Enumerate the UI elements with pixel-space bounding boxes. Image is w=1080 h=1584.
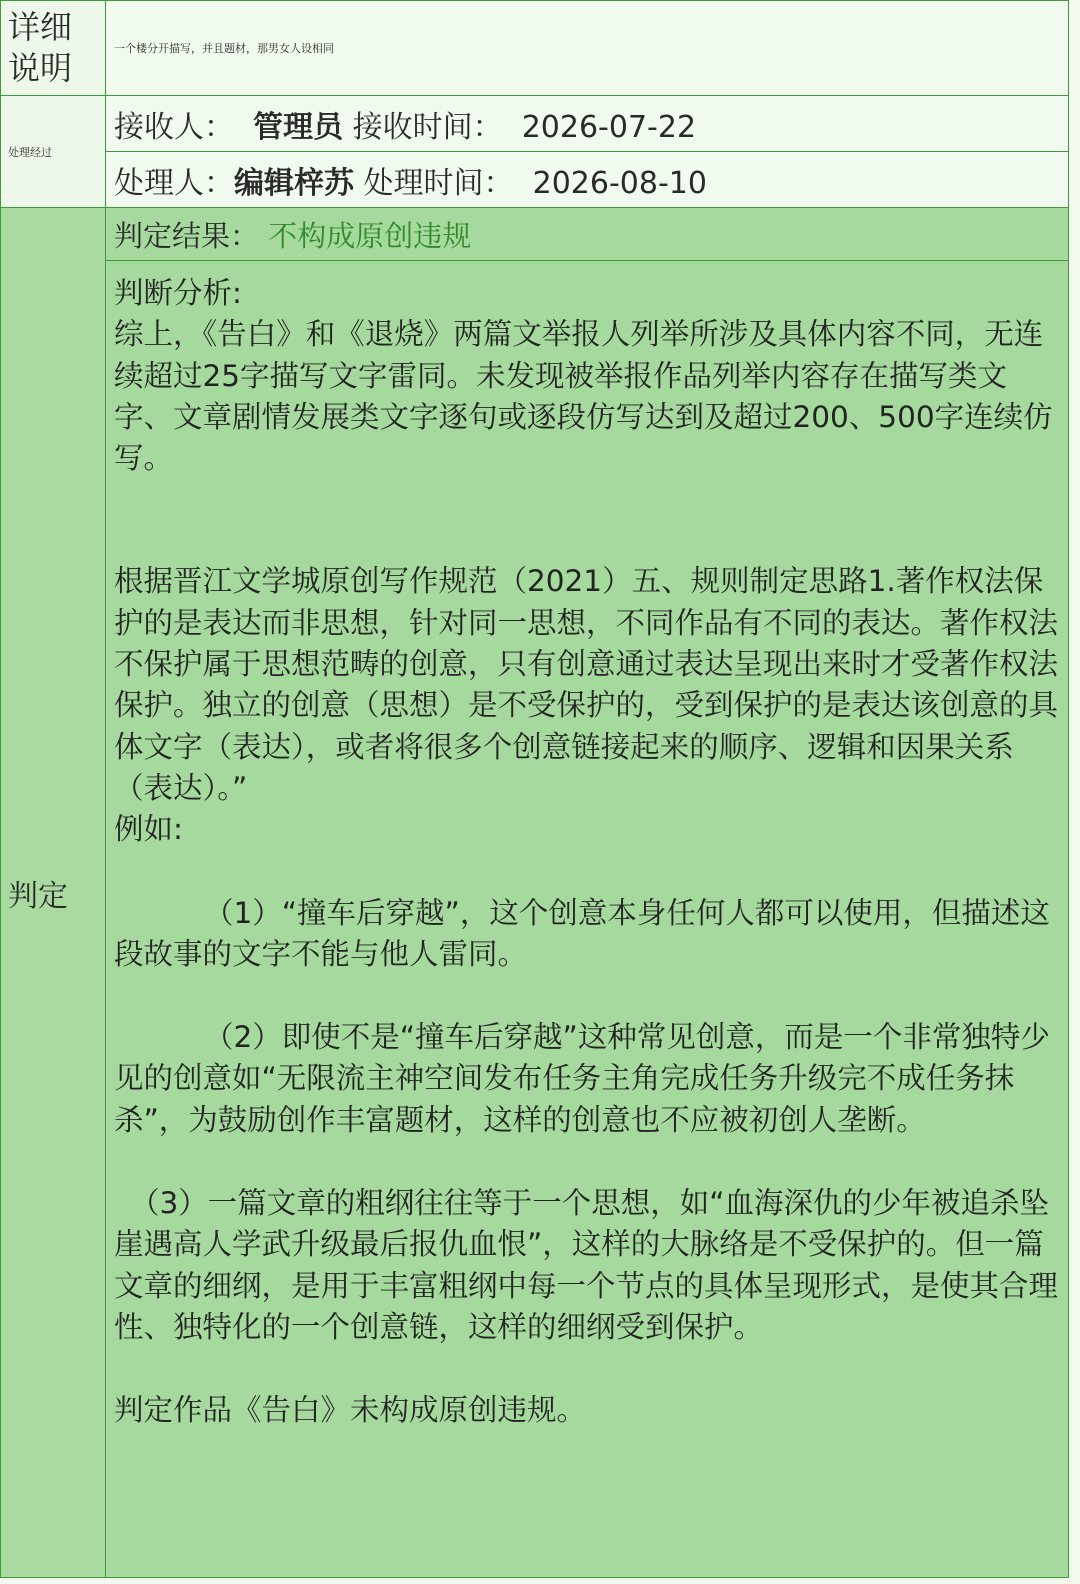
- result-info: [106, 219, 471, 253]
- handler-label: 处理人：: [114, 165, 234, 201]
- analysis-title: 判断分析:: [114, 276, 242, 310]
- detail-label: [1, 1, 106, 96]
- receive-row: [106, 96, 1069, 152]
- example-2: （2）即使不是“撞车后穿越”这种常见创意，而是一个非常独特少见的创意如“无限流主神空间发布任务主角完成任务升级完不成任务抹杀”，为鼓励创作丰富题材，这样的创意也不应被初创人垄断。: [114, 1020, 1050, 1137]
- detail-label-line1: 详细: [8, 8, 73, 46]
- analysis-cell: [106, 261, 1069, 1578]
- analysis-summary: 综上，《告白》和《退烧》两篇文举报人列举所涉及具体内容不同，无连续超过25字描写文字雷同。未发现被举报作品列举内容存在描写类文字、文章剧情发展类文字逐句或逐段仿写达到及超过200、500字连续仿写。: [114, 317, 1053, 476]
- result-row: [106, 208, 1069, 261]
- handle-info: [106, 166, 707, 201]
- conclusion: 判定作品《告白》未构成原创违规。: [114, 1393, 587, 1428]
- example-3: （3）一篇文章的粗纲往往等于一个思想，如“血海深仇的少年被追杀坠崖遇高人学武升级最后报仇血恨”，这样的大脉络是不受保护的。但一篇文章的细纲，是用于丰富粗纲中每一个节点的具体呈现形式，是使其合理性、独特化的一个创意链，这样的细纲受到保护。: [114, 1186, 1059, 1344]
- process-label: 处理经过: [1, 96, 106, 208]
- handle-time-label: 处理时间：: [363, 165, 514, 201]
- example-1: （1）“撞车后穿越”，这个创意本身任何人都可以使用，但描述这段故事的文字不能与他人雷同。: [114, 895, 1050, 971]
- handle-row: [106, 152, 1069, 208]
- detail-text: 一个楼分开描写，并且题材，那男女人设相同: [106, 1, 1069, 96]
- receiver-label: 接收人：: [114, 109, 234, 145]
- example-label: 例如:: [114, 812, 183, 847]
- receiver-name: 管理员: [253, 109, 344, 145]
- receive-time-label: 接收时间：: [352, 109, 503, 145]
- result-label: 判定结果：: [114, 218, 260, 253]
- detail-label-line2: 说明: [8, 49, 73, 87]
- receive-time: 2026-07-22: [521, 109, 697, 145]
- judgement-label: 判定: [1, 208, 106, 1578]
- analysis-basis: 根据晋江文学城原创写作规范（2021）五、规则制定思路1.著作权法保护的是表达而非思想，针对同一思想，不同作品有不同的表达。著作权法不保护属于思想范畴的创意，只有创意通过表达呈现出来时才受著作权法保护。独立的创意（思想）是不受保护的，受到保护的是表达该创意的具体文字（表达），或者将很多个创意链接起来的顺序、逻辑和因果关系（表达）。”: [114, 564, 1059, 805]
- handle-time: 2026-08-10: [532, 165, 707, 201]
- handler-name: 编辑梓苏: [234, 165, 354, 201]
- result-value: 不构成原创违规: [268, 218, 472, 253]
- receive-info: [106, 110, 696, 145]
